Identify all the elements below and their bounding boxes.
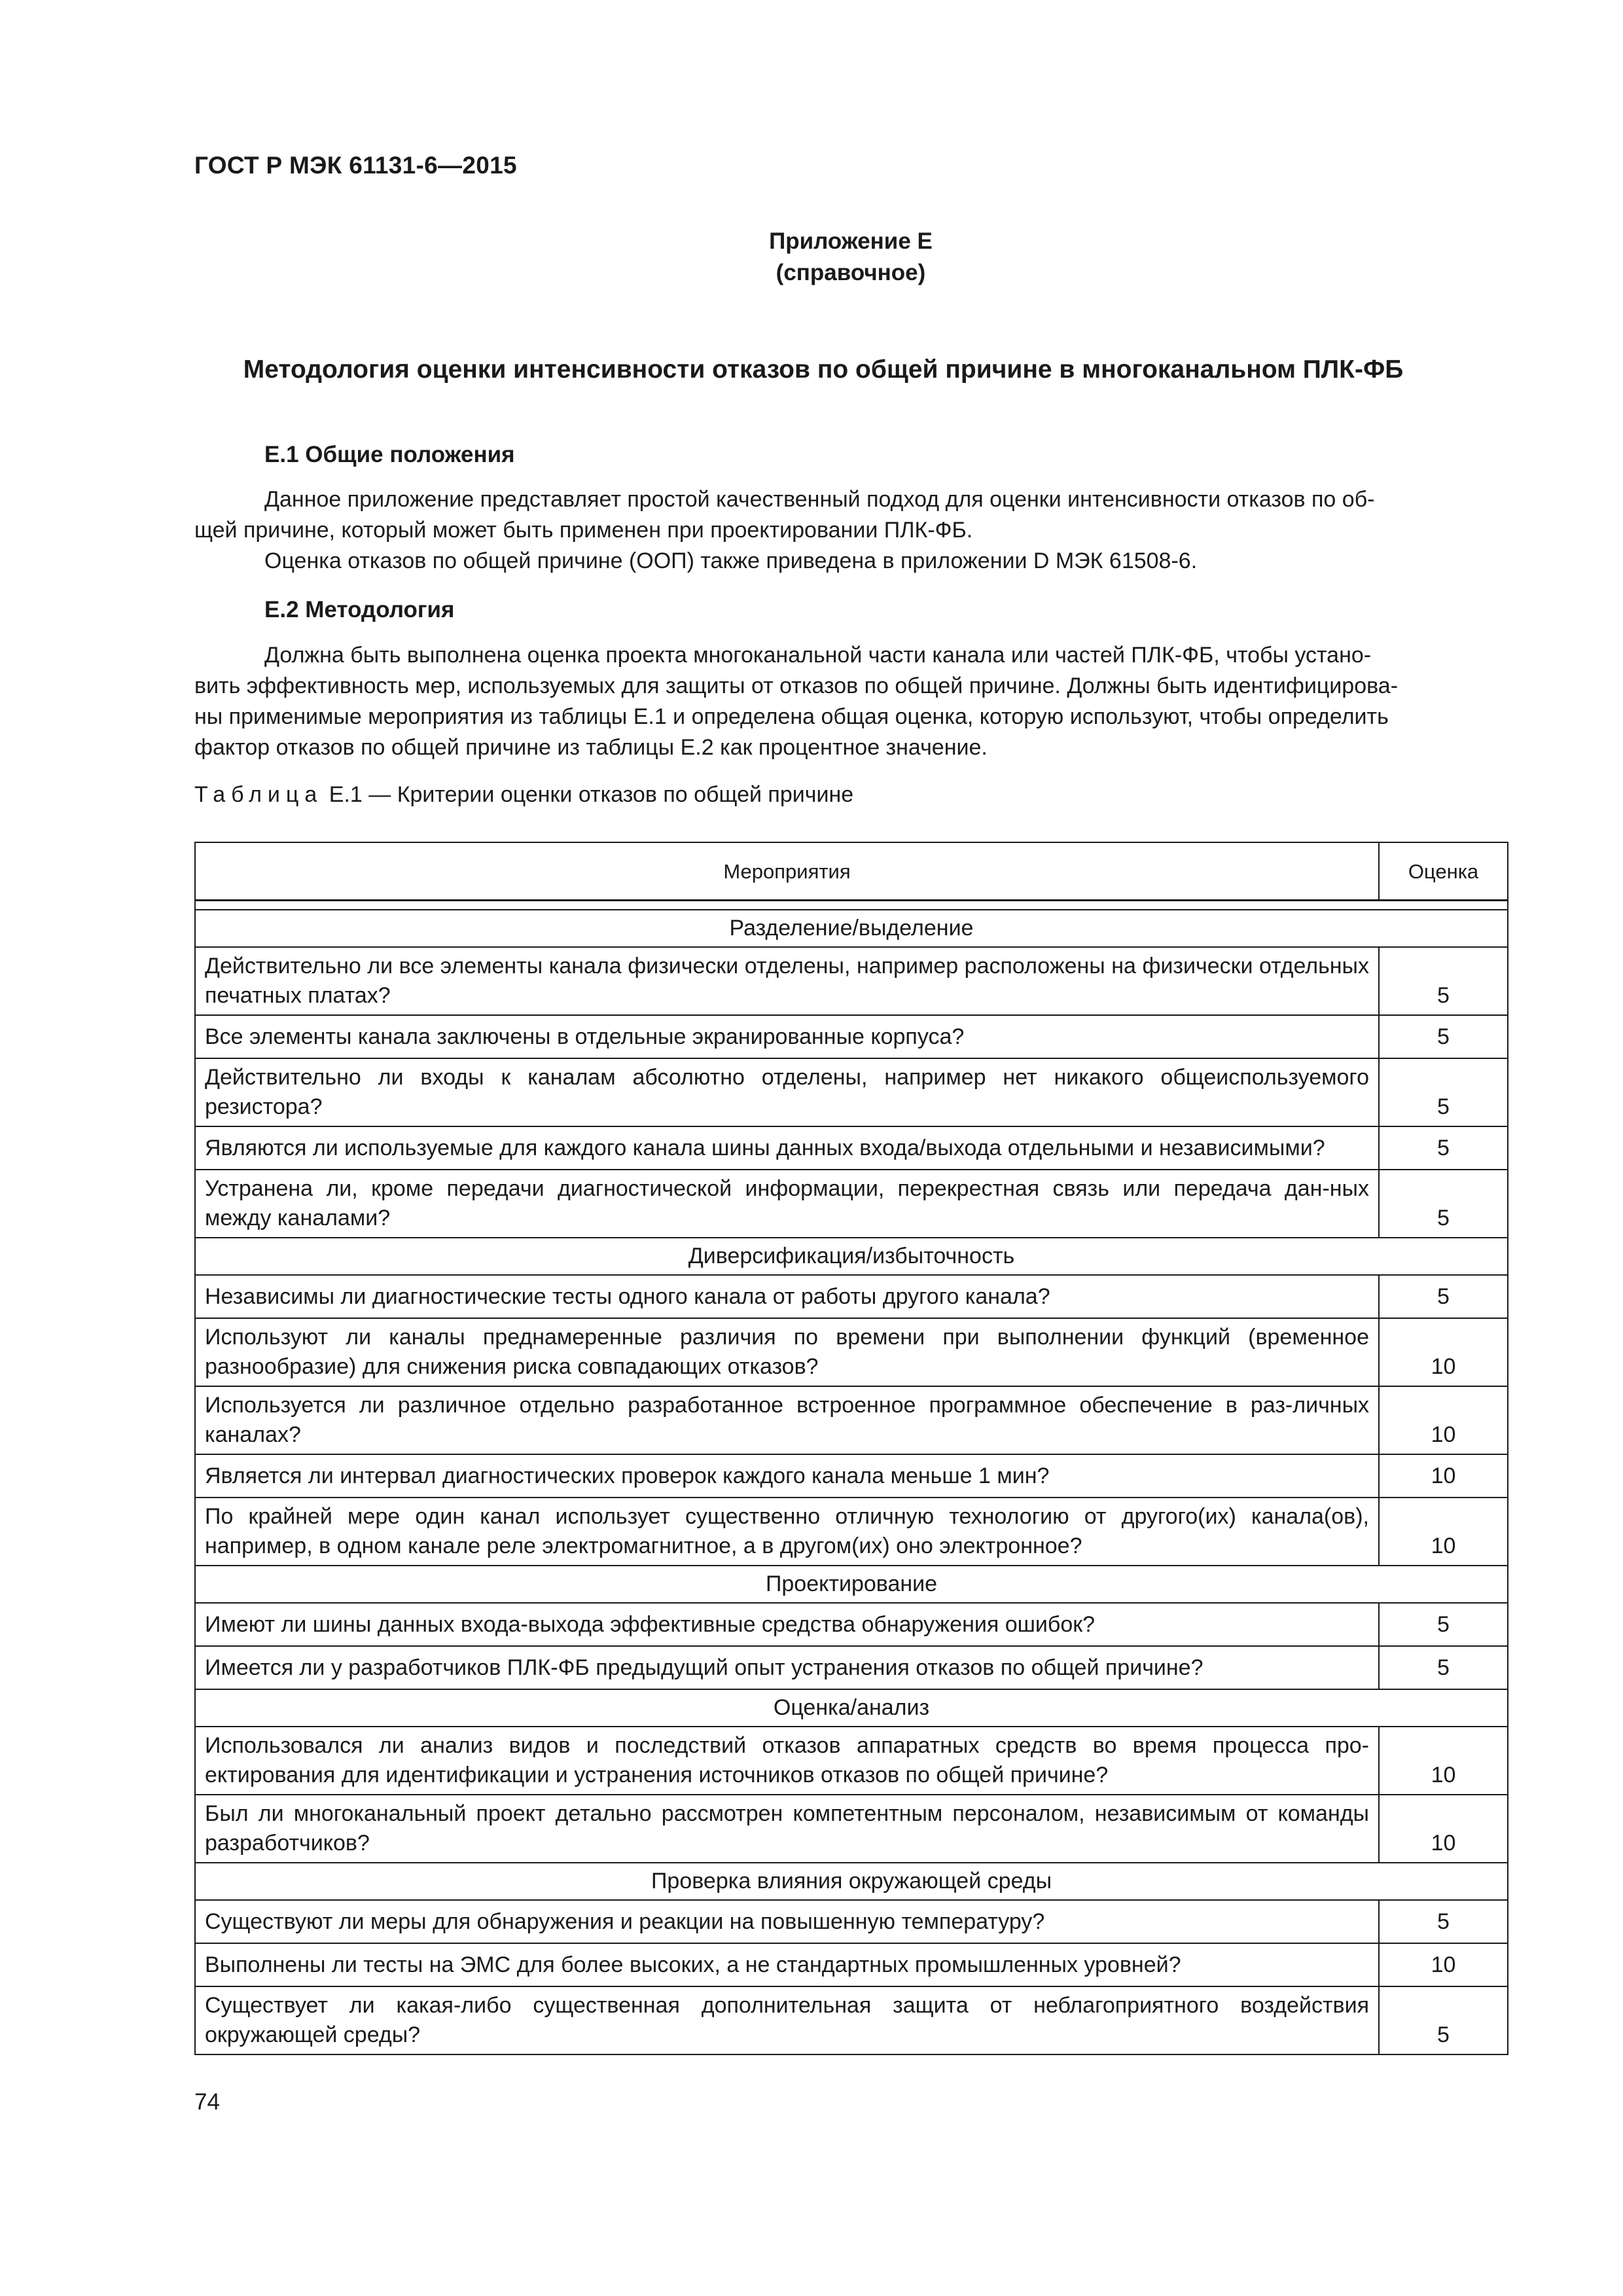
paragraph-line: Данное приложение представляет простой качественный подход для оценки интенсивности отказов по об-: [264, 487, 1375, 512]
criterion-text: Являются ли используемые для каждого канала шины данных входа/выхода отдельными и независимыми?: [195, 1126, 1379, 1170]
table-row: [195, 1454, 1508, 1498]
criterion-score: 5: [1379, 1170, 1508, 1238]
paragraph-line: Должна быть выполнена оценка проекта многоканальной части канала или частей ПЛК-ФБ, чтобы устано-: [264, 643, 1372, 668]
table-row: [195, 1170, 1508, 1238]
group-row: [195, 1863, 1508, 1900]
table-row: [195, 1386, 1508, 1454]
section-e2-title: Е.2 Методология: [264, 597, 455, 622]
criterion-text: Устранена ли, кроме передачи диагностической информации, перекрестная связь или передача дан-ных между каналами?: [195, 1170, 1379, 1238]
criterion-score: 10: [1379, 1943, 1508, 1986]
header-separator-row: [195, 901, 1508, 910]
criterion-score: 5: [1379, 1986, 1508, 2054]
table-row: [195, 1943, 1508, 1986]
criterion-text: Является ли интервал диагностических проверок каждого канала меньше 1 мин?: [195, 1454, 1379, 1498]
criterion-score: 10: [1379, 1318, 1508, 1386]
criterion-text: Существуют ли меры для обнаружения и реакции на повышенную температуру?: [195, 1900, 1379, 1943]
table-caption-text: Е.1 — Критерии оценки отказов по общей причине: [329, 782, 854, 807]
table-row: [195, 1795, 1508, 1863]
group-row: [195, 1238, 1508, 1275]
criterion-text: Выполнены ли тесты на ЭМС для более высоких, а не стандартных промышленных уровней?: [195, 1943, 1379, 1986]
table-row: [195, 1275, 1508, 1318]
group-row: [195, 1689, 1508, 1727]
criterion-score: 10: [1379, 1498, 1508, 1566]
paragraph-line: фактор отказов по общей причине из таблицы Е.2 как процентное значение.: [194, 735, 988, 760]
group-row: [195, 910, 1508, 947]
appendix-title: Приложение Е: [769, 228, 933, 254]
section-e1-paragraph: [194, 484, 1505, 577]
group-title: Разделение/выделение: [195, 910, 1508, 947]
table-caption: [194, 782, 853, 808]
page-number: 74: [194, 2089, 220, 2115]
table-row: [195, 1900, 1508, 1943]
table-row: [195, 1646, 1508, 1689]
criterion-text: По крайней мере один канал использует существенно отличную технологию от другого(их) канала(ов), например, в одном канале реле электромагнитное, а в другом(их) оно электронное?: [195, 1498, 1379, 1566]
criterion-text: Имеют ли шины данных входа-выхода эффективные средства обнаружения ошибок?: [195, 1603, 1379, 1646]
group-title: Проектирование: [195, 1566, 1508, 1603]
section-e2-paragraph: [194, 640, 1505, 763]
table-row: [195, 1058, 1508, 1126]
appendix-kind: (справочное): [776, 260, 926, 285]
table-row: [195, 1015, 1508, 1058]
criteria-table: [194, 842, 1508, 2055]
criterion-score: 5: [1379, 947, 1508, 1015]
criterion-score: 5: [1379, 1603, 1508, 1646]
table-body: [195, 901, 1508, 2055]
table-row: [195, 1318, 1508, 1386]
criterion-score: 5: [1379, 1058, 1508, 1126]
paragraph-line: Оценка отказов по общей причине (ООП) также приведена в приложении D МЭК 61508-6.: [264, 548, 1198, 573]
criterion-text: Используют ли каналы преднамеренные различия по времени при выполнении функций (временное разнообразие) для снижения риска совпадающих отказов?: [195, 1318, 1379, 1386]
group-row: [195, 1566, 1508, 1603]
table-row: [195, 1603, 1508, 1646]
criterion-text: Существует ли какая-либо существенная дополнительная защита от неблагоприятного воздействия окружающей среды?: [195, 1986, 1379, 2054]
criterion-text: Все элементы канала заключены в отдельные экранированные корпуса?: [195, 1015, 1379, 1058]
paragraph-line: щей причине, который может быть применен при проектировании ПЛК-ФБ.: [194, 518, 973, 543]
appendix-heading: Методология оценки интенсивности отказов по общей причине в многоканальном ПЛК-ФБ: [243, 355, 1404, 384]
criterion-score: 10: [1379, 1795, 1508, 1863]
column-header-measures: Мероприятия: [195, 842, 1379, 901]
table-header-row: [195, 842, 1508, 901]
paragraph-line: вить эффективность мер, используемых для защиты от отказов по общей причине. Должны быть идентифицирова-: [194, 673, 1399, 698]
criterion-text: Использовался ли анализ видов и последствий отказов аппаратных средств во время процесса про-ектирования для идентификации и устранения источников отказов по общей причине?: [195, 1727, 1379, 1795]
criterion-score: 5: [1379, 1015, 1508, 1058]
header-separator: [195, 901, 1508, 910]
section-e1-title: Е.1 Общие положения: [264, 442, 515, 467]
criterion-score: 5: [1379, 1900, 1508, 1943]
group-title: Оценка/анализ: [195, 1689, 1508, 1727]
group-title: Диверсификация/избыточность: [195, 1238, 1508, 1275]
criterion-score: 5: [1379, 1646, 1508, 1689]
criterion-text: Имеется ли у разработчиков ПЛК-ФБ предыдущий опыт устранения отказов по общей причине?: [195, 1646, 1379, 1689]
criterion-text: Был ли многоканальный проект детально рассмотрен компетентным персоналом, независимым от команды разработчиков?: [195, 1795, 1379, 1863]
criterion-text: Используется ли различное отдельно разработанное встроенное программное обеспечение в раз-личных каналах?: [195, 1386, 1379, 1454]
criterion-score: 10: [1379, 1386, 1508, 1454]
table-caption-word: Таблица: [194, 782, 323, 807]
criterion-text: Действительно ли все элементы канала физически отделены, например расположены на физически отдельных печатных платах?: [195, 947, 1379, 1015]
group-title: Проверка влияния окружающей среды: [195, 1863, 1508, 1900]
criterion-text: Действительно ли входы к каналам абсолютно отделены, например нет никакого общеиспользуемого резистора?: [195, 1058, 1379, 1126]
criterion-text: Независимы ли диагностические тесты одного канала от работы другого канала?: [195, 1275, 1379, 1318]
criterion-score: 5: [1379, 1275, 1508, 1318]
criterion-score: 10: [1379, 1454, 1508, 1498]
criterion-score: 5: [1379, 1126, 1508, 1170]
criterion-score: 10: [1379, 1727, 1508, 1795]
table-row: [195, 1498, 1508, 1566]
standard-designation: ГОСТ Р МЭК 61131-6—2015: [194, 152, 517, 179]
table-row: [195, 1126, 1508, 1170]
table-row: [195, 1986, 1508, 2054]
column-header-score: Оценка: [1379, 842, 1508, 901]
table-row: [195, 947, 1508, 1015]
paragraph-line: ны применимые мероприятия из таблицы Е.1 и определена общая оценка, которую используют, чтобы определить: [194, 704, 1389, 729]
table-row: [195, 1727, 1508, 1795]
